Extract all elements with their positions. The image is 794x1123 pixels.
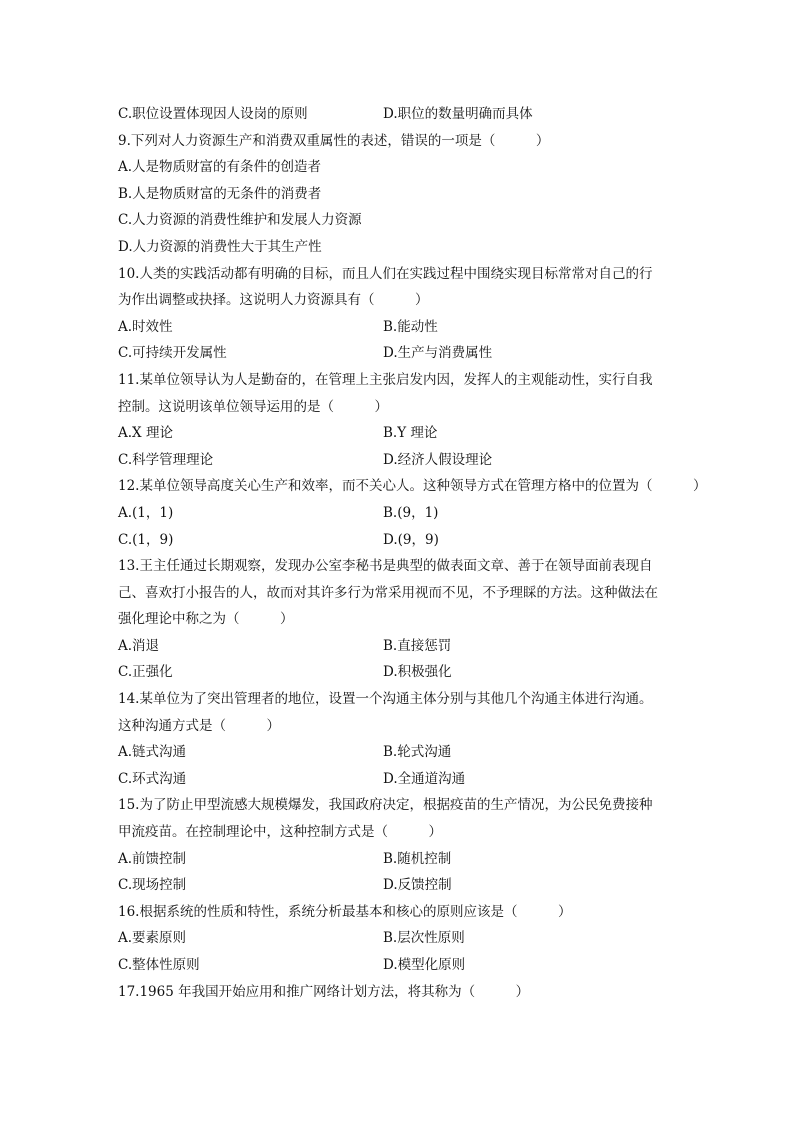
option-row bbox=[118, 101, 684, 128]
answer-option: C.(1，9) bbox=[118, 531, 174, 548]
question-stem-line: 10.人类的实践活动都有明确的目标，而且人们在实践过程中围绕实现目标常常对自己的行 bbox=[118, 265, 653, 282]
question-8 bbox=[118, 101, 684, 128]
answer-option: D.反馈控制 bbox=[383, 877, 452, 894]
answer-option: B.随机控制 bbox=[383, 850, 452, 867]
answer-option: C.人力资源的消费性维护和发展人力资源 bbox=[118, 212, 362, 229]
answer-option: B.层次性原则 bbox=[383, 930, 465, 947]
option-row bbox=[118, 925, 684, 952]
question-stem-line: 控制。这说明该单位领导运用的是（ ） bbox=[118, 398, 388, 415]
question-17 bbox=[118, 979, 684, 1006]
option-row bbox=[118, 340, 684, 367]
question-stem-line: 14.某单位为了突出管理者的地位，设置一个沟通主体分别与其他几个沟通主体进行沟通。 bbox=[118, 691, 653, 708]
question-15 bbox=[118, 792, 684, 898]
answer-option: B.能动性 bbox=[383, 318, 438, 335]
answer-option: A.要素原则 bbox=[118, 930, 187, 947]
answer-option: B.(9，1) bbox=[383, 504, 439, 521]
option-row bbox=[118, 447, 684, 474]
answer-option: A.消退 bbox=[118, 637, 160, 654]
question-9 bbox=[118, 128, 684, 261]
answer-option: A.链式沟通 bbox=[118, 744, 187, 761]
answer-option: B.直接惩罚 bbox=[383, 637, 452, 654]
answer-option: A.前馈控制 bbox=[118, 850, 187, 867]
exam-page bbox=[118, 101, 707, 1005]
answer-option: B.人是物质财富的无条件的消费者 bbox=[118, 185, 322, 202]
question-stem-line: 12.某单位领导高度关心生产和效率，而不关心人。这种领导方式在管理方格中的位置为（ ） bbox=[118, 478, 707, 495]
question-11 bbox=[118, 367, 684, 473]
answer-option: C.现场控制 bbox=[118, 877, 187, 894]
option-row bbox=[118, 527, 684, 554]
question-stem-line: 15.为了防止甲型流感大规模爆发，我国政府决定，根据疫苗的生产情况，为公民免费接种 bbox=[118, 797, 653, 814]
answer-option: D.职位的数量明确而具体 bbox=[383, 106, 533, 122]
question-14 bbox=[118, 686, 684, 792]
question-stem-line: 11.某单位领导认为人是勤奋的，在管理上主张启发内因，发挥人的主观能动性，实行自我 bbox=[118, 371, 653, 388]
option-row bbox=[118, 420, 684, 447]
option-row bbox=[118, 181, 684, 208]
answer-option: D.(9，9) bbox=[383, 531, 439, 548]
option-row bbox=[118, 500, 684, 527]
question-stem-line: 为作出调整或抉择。这说明人力资源具有（ ） bbox=[118, 292, 429, 309]
answer-option: D.模型化原则 bbox=[383, 957, 466, 973]
answer-option: A.时效性 bbox=[118, 318, 173, 335]
answer-option: C.整体性原则 bbox=[118, 957, 200, 973]
answer-option: D.生产与消费属性 bbox=[383, 345, 493, 362]
answer-option: D.经济人假设理论 bbox=[383, 451, 493, 468]
answer-option: C.科学管理理论 bbox=[118, 451, 214, 468]
option-row bbox=[118, 314, 684, 341]
question-stem-line: 甲流疫苗。在控制理论中，这种控制方式是（ ） bbox=[118, 824, 442, 841]
question-12 bbox=[118, 473, 707, 553]
option-row bbox=[118, 659, 684, 686]
answer-option: A.(1，1) bbox=[118, 504, 174, 521]
answer-option: A.X 理论 bbox=[118, 425, 173, 442]
answer-option: D.积极强化 bbox=[383, 664, 452, 681]
question-13 bbox=[118, 553, 684, 686]
question-10 bbox=[118, 261, 684, 367]
option-row bbox=[118, 154, 684, 181]
answer-option: B.轮式沟通 bbox=[383, 744, 452, 761]
option-row bbox=[118, 872, 684, 899]
answer-option: D.人力资源的消费性大于其生产性 bbox=[118, 238, 322, 255]
option-row bbox=[118, 234, 684, 261]
option-row bbox=[118, 207, 684, 234]
question-stem-line: 9.下列对人力资源生产和消费双重属性的表述，错误的一项是（ ） bbox=[118, 132, 550, 149]
option-row bbox=[118, 952, 684, 979]
answer-option: A.人是物质财富的有条件的创造者 bbox=[118, 159, 322, 176]
answer-option: C.环式沟通 bbox=[118, 770, 187, 787]
option-row bbox=[118, 739, 684, 766]
answer-option: D.全通道沟通 bbox=[383, 770, 466, 787]
answer-option: C.正强化 bbox=[118, 664, 173, 681]
answer-option: C.职位设置体现因人设岗的原则 bbox=[118, 106, 308, 122]
answer-option: C.可持续开发属性 bbox=[118, 345, 227, 362]
question-stem-line: 己、喜欢打小报告的人，故而对其许多行为常采用视而不见，不予理睬的方法。这种做法在 bbox=[118, 584, 658, 601]
option-row bbox=[118, 633, 684, 660]
option-row bbox=[118, 766, 684, 793]
question-stem-line: 这种沟通方式是（ ） bbox=[118, 717, 280, 734]
question-stem-line: 13.王主任通过长期观察，发现办公室李秘书是典型的做表面文章、善于在领导面前表现自 bbox=[118, 558, 653, 575]
question-stem-line: 强化理论中称之为（ ） bbox=[118, 611, 294, 628]
question-stem-line: 16.根据系统的性质和特性，系统分析最基本和核心的原则应该是（ ） bbox=[118, 903, 572, 920]
question-16 bbox=[118, 899, 684, 979]
question-stem-line: 17.1965 年我国开始应用和推广网络计划方法，将其称为（ ） bbox=[118, 983, 530, 1000]
option-row bbox=[118, 846, 684, 873]
answer-option: B.Y 理论 bbox=[383, 425, 438, 442]
